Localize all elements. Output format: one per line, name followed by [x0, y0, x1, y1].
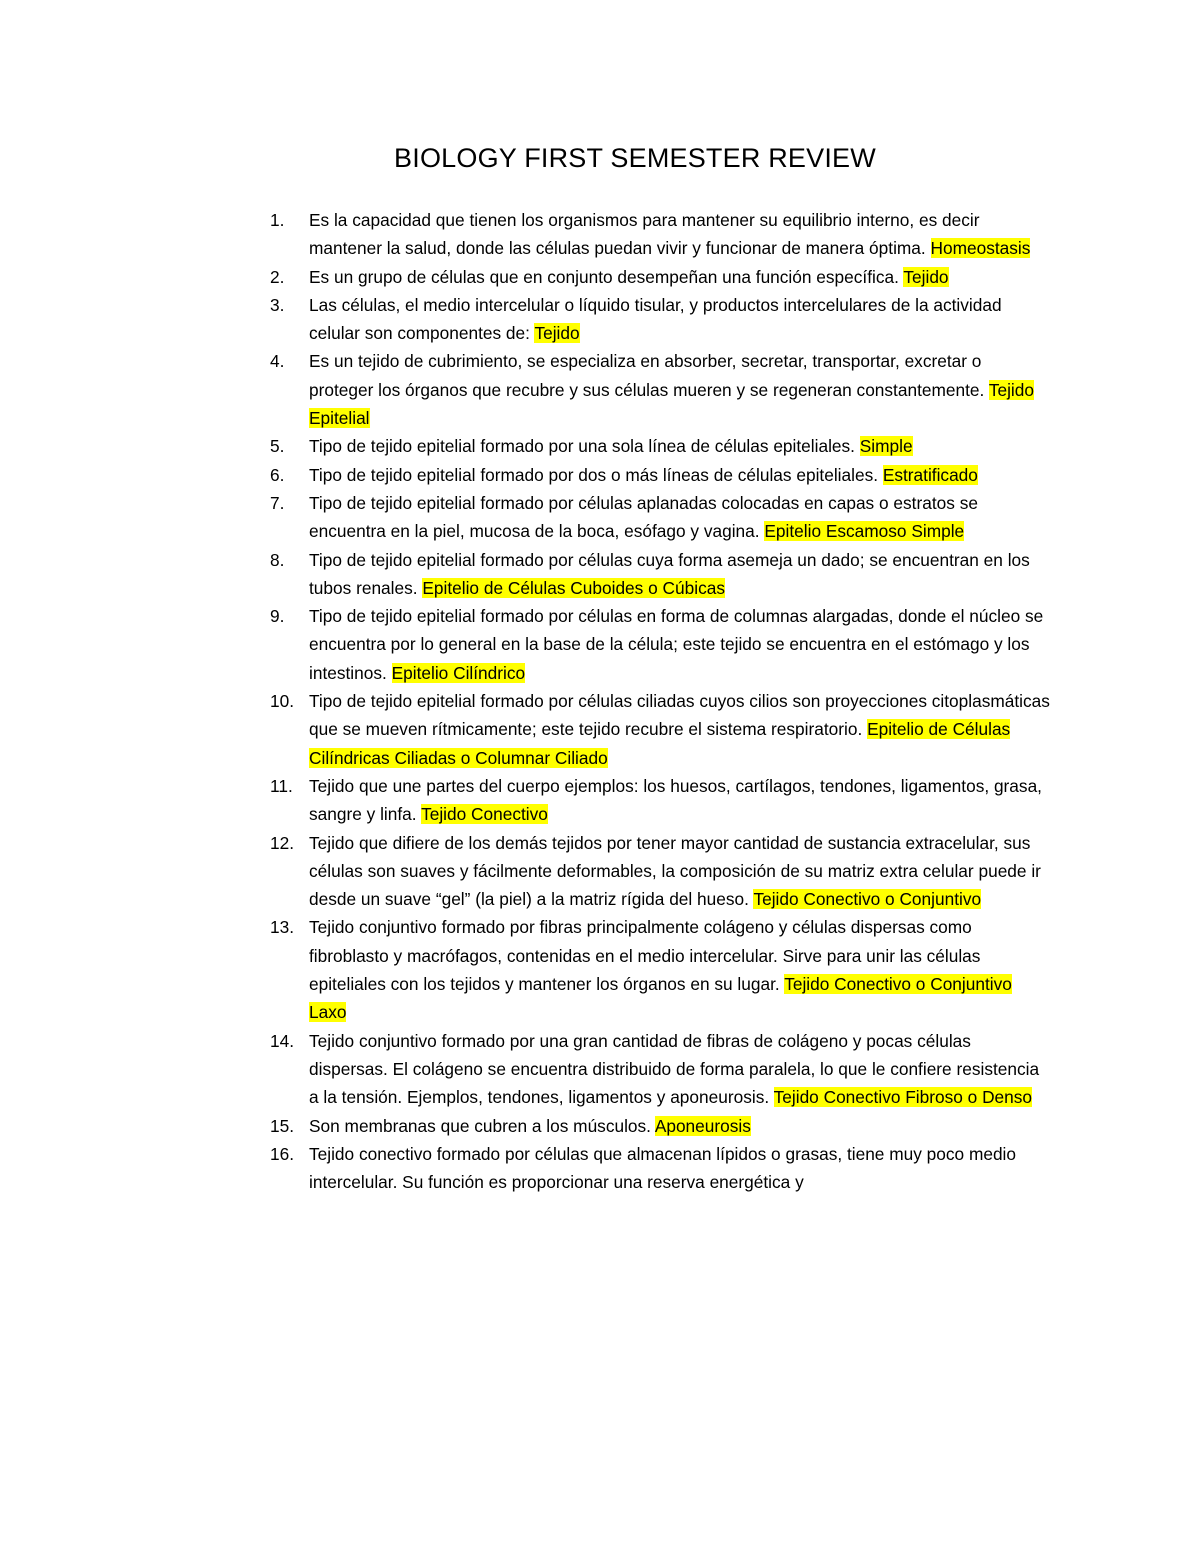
item-question: Tipo de tejido epitelial formado por células en forma de columnas alargadas, donde el núcleo se encuentra por lo general en la base de la célula; este tejido se encuentra en el estómago y los intestinos. [309, 606, 1044, 683]
item-number: 9. [270, 606, 285, 627]
list-item [270, 687, 1050, 772]
item-answer: Tejido [903, 266, 949, 287]
item-question: Tipo de tejido epitelial formado por una sola línea de células epiteliales. [309, 436, 860, 457]
item-question: Es la capacidad que tienen los organismos para mantener su equilibrio interno, es decir mantener la salud, donde las células puedan vivir y funcionar de manera óptima. [309, 210, 980, 259]
item-question: Tipo de tejido epitelial formado por dos o más líneas de células epiteliales. [309, 464, 883, 485]
list-item [270, 1027, 1050, 1112]
item-answer: Tejido Epitelial [309, 379, 1034, 429]
item-number: 16. [270, 1143, 295, 1164]
question-list [270, 206, 1050, 1196]
item-question: Es un grupo de células que en conjunto desempeñan una función específica. [309, 266, 904, 287]
item-question: Es un tejido de cubrimiento, se especializa en absorber, secretar, transportar, excretar o proteger los órganos que recubre y sus células mueren y se regeneran constantemente. [309, 351, 989, 400]
item-question: Tipo de tejido epitelial formado por células cuya forma asemeja un dado; se encuentran en los tubos renales. [309, 549, 1030, 598]
item-number: 8. [270, 549, 285, 570]
item-answer: Epitelio de Células Cuboides o Cúbicas [422, 577, 725, 598]
item-number: 11. [270, 775, 293, 796]
item-question: Tejido que une partes del cuerpo ejemplos: los huesos, cartílagos, tendones, ligamentos, grasa, sangre y linfa. [309, 775, 1042, 825]
item-question: Tejido conjuntivo formado por una gran cantidad de fibras de colágeno y pocas células dispersas. El colágeno se encuentra distribuido de forma paralela, lo que le confiere resistencia a la tensión. Ejemplos, tendones, ligamentos y aponeurosis. [309, 1030, 1040, 1108]
list-item [270, 1140, 1050, 1197]
item-answer: Tejido Conectivo Fibroso o Denso [773, 1087, 1033, 1108]
item-question: Son membranas que cubren a los músculos. [309, 1115, 655, 1136]
item-number: 7. [270, 492, 285, 513]
list-item [270, 913, 1050, 1026]
item-answer: Tejido Conectivo o Conjuntivo [753, 889, 982, 910]
item-answer: Epitelio de Células Cilíndricas Ciliadas o Columnar Ciliado [309, 719, 1011, 768]
item-number: 4. [270, 351, 285, 372]
item-answer: Aponeurosis [654, 1115, 751, 1136]
item-answer: Epitelio Cilíndrico [391, 662, 526, 683]
item-answer: Estratificado [882, 464, 978, 485]
item-answer: Simple [859, 436, 913, 457]
item-number: 13. [270, 917, 295, 938]
item-question: Las células, el medio intercelular o líquido tisular, y productos intercelulares de la actividad celular son componentes de: [309, 294, 1002, 344]
item-number: 6. [270, 464, 285, 485]
list-item [270, 829, 1050, 914]
item-answer: Epitelio Escamoso Simple [764, 521, 965, 542]
item-question: Tipo de tejido epitelial formado por células aplanadas colocadas en capas o estratos se encuentra en la piel, mucosa de la boca, esófago y vagina. [309, 492, 978, 542]
item-question: Tejido que difiere de los demás tejidos por tener mayor cantidad de sustancia extracelular, sus células son suaves y fácilmente deformables, la composición de su matriz extra celular puede ir desde un suave “gel” (la piel) a la matriz rígida del hueso. [309, 832, 1041, 910]
item-question: Tejido conjuntivo formado por fibras principalmente colágeno y células dispersas como fibroblasto y macrófagos, contenidas en el medio intercelular. Sirve para unir las células epiteliales con los tejidos y mantener los órganos en su lugar. [309, 917, 981, 995]
item-answer: Homeostasis [930, 238, 1031, 259]
list-item [270, 347, 1050, 432]
item-number: 3. [270, 294, 285, 315]
list-item [270, 206, 1050, 263]
item-number: 1. [270, 210, 285, 230]
item-answer: Tejido [534, 323, 580, 344]
list-item [270, 432, 1050, 460]
item-number: 5. [270, 436, 285, 457]
list-item [270, 772, 1050, 829]
list-item [270, 1112, 1050, 1140]
item-question: Tipo de tejido epitelial formado por células ciliadas cuyos cilios son proyecciones citoplasmáticas que se mueven rítmicamente; este tejido recubre el sistema respiratorio. [309, 691, 1050, 740]
item-number: 15. [270, 1115, 295, 1136]
page-title: BIOLOGY FIRST SEMESTER REVIEW [394, 143, 876, 173]
item-answer: Tejido Conectivo [421, 804, 548, 825]
item-number: 14. [270, 1030, 295, 1051]
item-number: 10. [270, 691, 295, 712]
list-item [270, 461, 1050, 489]
item-number: 2. [270, 266, 285, 287]
list-item [270, 291, 1050, 348]
list-item [270, 546, 1050, 603]
item-question: Tejido conectivo formado por células que almacenan lípidos o grasas, tiene muy poco medio intercelular. Su función es proporcionar una reserva energética y [309, 1143, 1017, 1193]
item-answer: Tejido Conectivo o Conjuntivo Laxo [309, 974, 1012, 1023]
list-item [270, 263, 1050, 291]
list-item [270, 602, 1050, 687]
list-item [270, 489, 1050, 546]
item-number: 12. [270, 832, 295, 853]
